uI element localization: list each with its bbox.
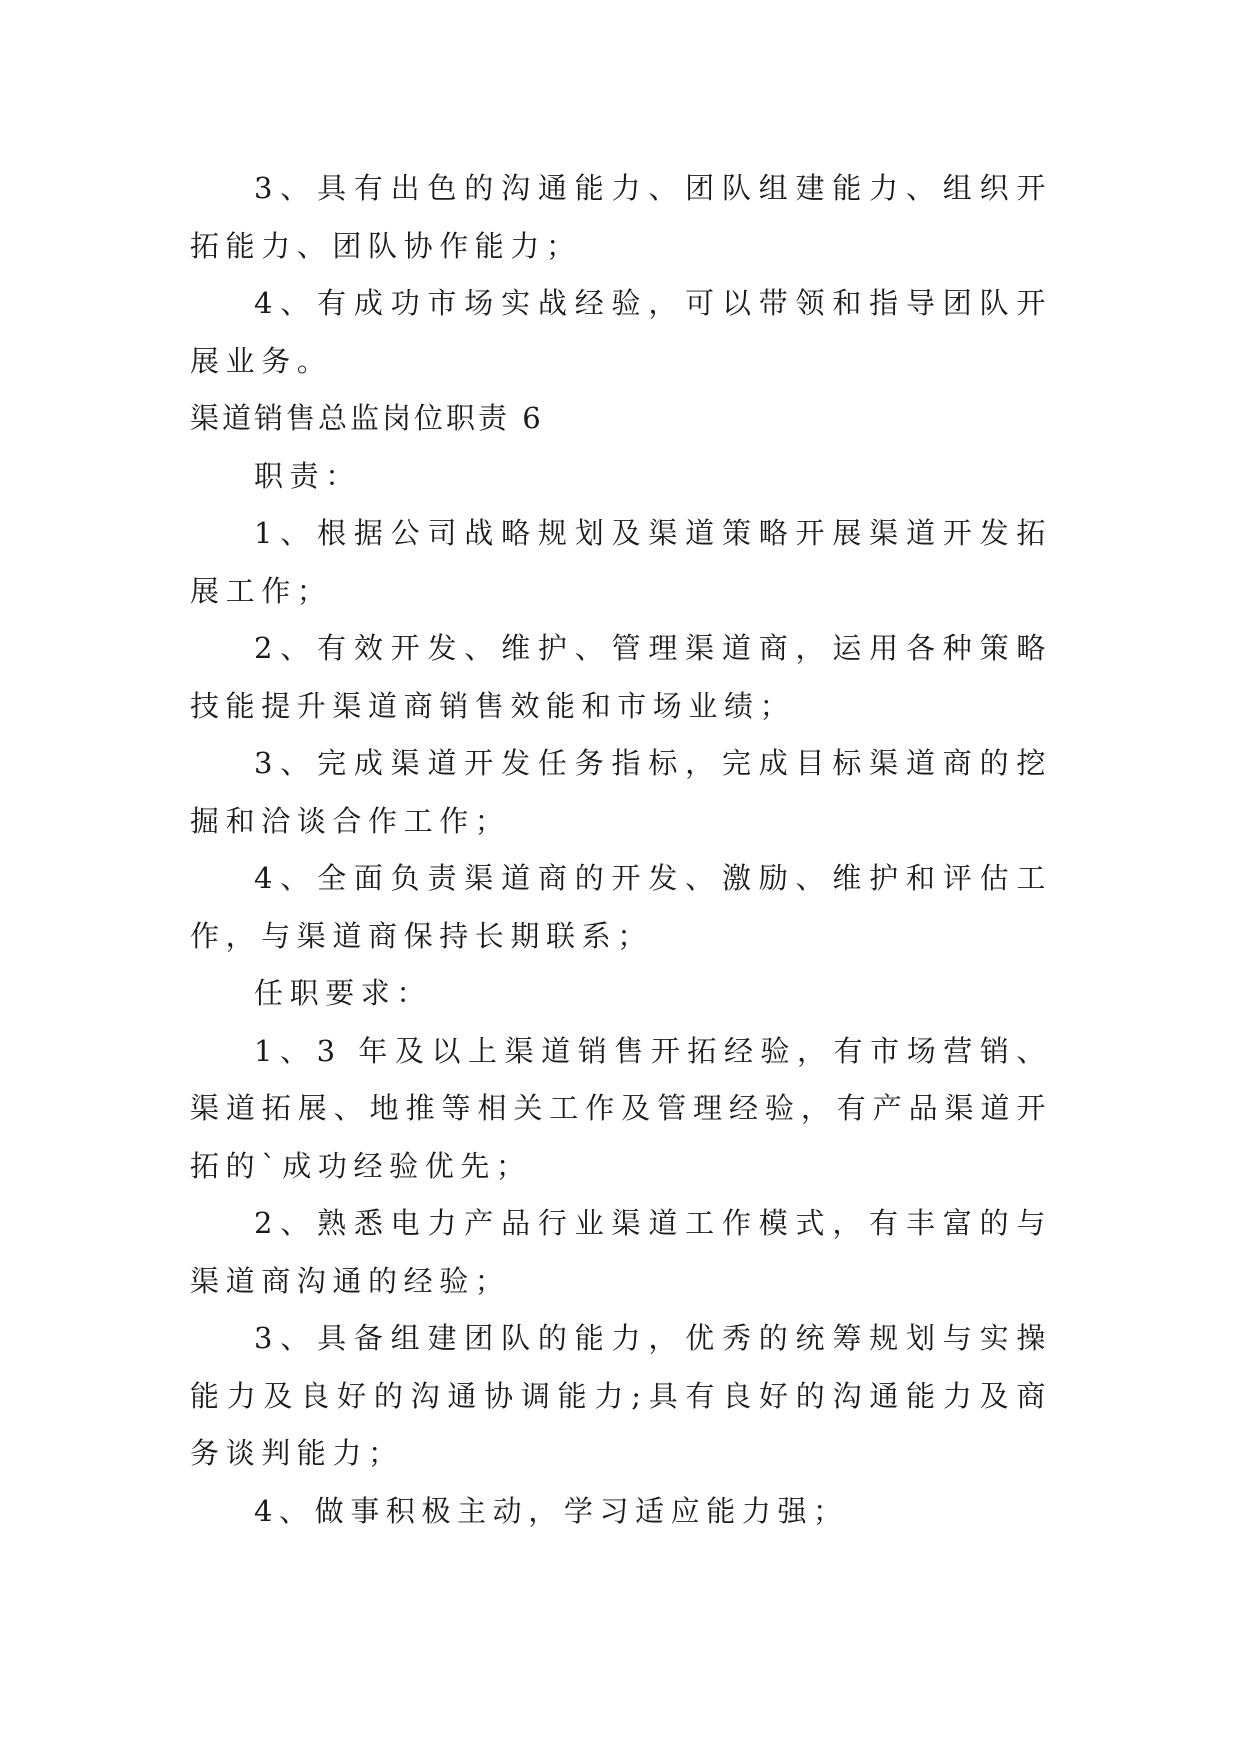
- paragraph-duty-4: 4、全面负责渠道商的开发、激励、维护和评估工作，与渠道商保持长期联系；: [190, 861, 1052, 953]
- paragraph-duty-2: 2、有效开发、维护、管理渠道商，运用各种策略技能提升渠道商销售效能和市场业绩；: [190, 631, 1052, 723]
- paragraph-requirement-2: 2、熟悉电力产品行业渠道工作模式，有丰富的与渠道商沟通的经验；: [190, 1206, 1052, 1298]
- paragraph-req-3: 3、具有出色的沟通能力、团队组建能力、组织开拓能力、团队协作能力；: [190, 171, 1052, 263]
- paragraph-duty-3: 3、完成渠道开发任务指标，完成目标渠道商的挖掘和洽谈合作工作；: [190, 746, 1052, 838]
- section-heading: 渠道销售总监岗位职责 6: [190, 401, 544, 435]
- paragraph-requirement-4: 4、做事积极主动，学习适应能力强；: [254, 1493, 849, 1528]
- paragraph-requirement-1: 1、3 年及以上渠道销售开拓经验，有市场营销、渠道拓展、地推等相关工作及管理经验，有产品渠道开拓的`成功经验优先；: [190, 1033, 1052, 1183]
- paragraph-duty-1: 1、根据公司战略规划及渠道策略开展渠道开发拓展工作；: [190, 516, 1052, 608]
- document-body: [190, 160, 1052, 1540]
- paragraph-req-4: 4、有成功市场实战经验，可以带领和指导团队开展业务。: [190, 286, 1052, 378]
- duties-label: 职责：: [254, 458, 361, 493]
- requirements-label: 任职要求：: [254, 976, 433, 1010]
- paragraph-requirement-3: 3、具备组建团队的能力，优秀的统筹规划与实操能力及良好的沟通协调能力;具有良好的沟通能力及商务谈判能力；: [190, 1321, 1052, 1470]
